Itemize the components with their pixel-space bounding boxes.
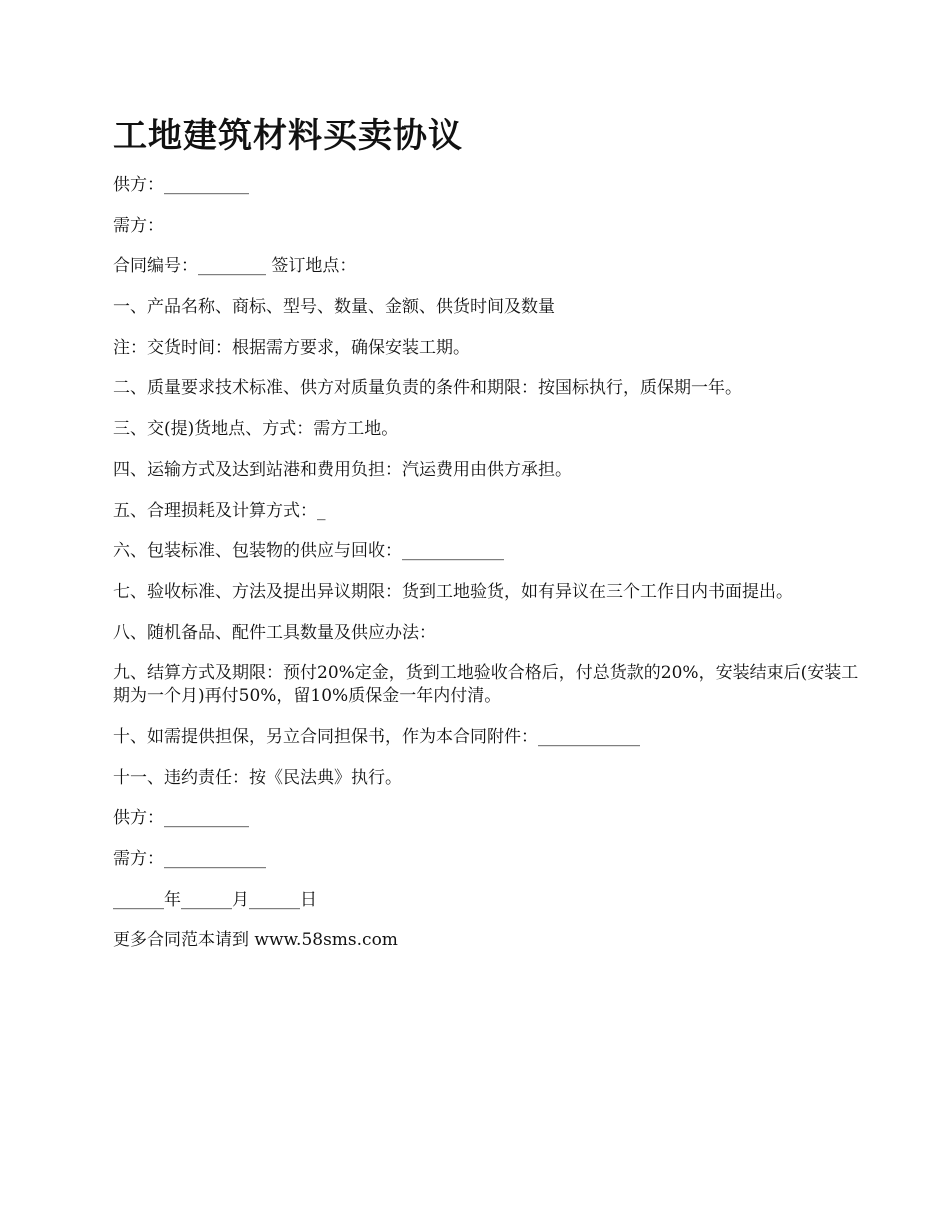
clause-11: 十一、违约责任：按《民法典》执行。: [113, 767, 402, 788]
supplier-line: 供方：__________: [113, 175, 249, 195]
delivery-note: 注：交货时间：根据需方要求，确保安装工期。: [113, 337, 470, 358]
clause-10: 十、如需提供担保，另立合同担保书，作为本合同附件：____________: [113, 726, 640, 747]
buyer-line: 需方：: [113, 215, 164, 236]
clause-8: 八、随机备品、配件工具数量及供应办法：: [113, 622, 436, 643]
date-line: ______年______月______日: [113, 889, 317, 910]
clause-1: 一、产品名称、商标、型号、数量、金额、供货时间及数量: [113, 297, 555, 318]
document-title: 工地建筑材料买卖协议: [113, 116, 463, 156]
contract-number-line: 合同编号：________ 签订地点：: [113, 256, 357, 277]
clause-7: 七、验收标准、方法及提出异议期限：货到工地验货，如有异议在三个工作日内书面提出。: [113, 581, 793, 602]
clause-3: 三、交(提)货地点、方式：需方工地。: [113, 419, 399, 440]
clause-6: 六、包装标准、包装物的供应与回收：____________: [113, 541, 504, 562]
signature-buyer: 需方：____________: [113, 849, 266, 869]
clause-9: 九、结算方式及期限：预付20%定金，货到工地验收合格后，付总货款的20%，安装结束后(安装工期为一个月)再付50%，留10%质保金一年内付清。: [113, 663, 859, 707]
clause-2: 二、质量要求技术标准、供方对质量负责的条件和期限：按国标执行，质保期一年。: [113, 378, 742, 399]
clause-5: 五、合理损耗及计算方式：_: [113, 500, 326, 521]
signature-supplier: 供方：__________: [113, 808, 249, 829]
clause-4: 四、运输方式及达到站港和费用负担：汽运费用由供方承担。: [113, 459, 572, 480]
footer-link-text: 更多合同范本请到 www.58sms.com: [113, 930, 398, 951]
document-page: [113, 112, 873, 970]
